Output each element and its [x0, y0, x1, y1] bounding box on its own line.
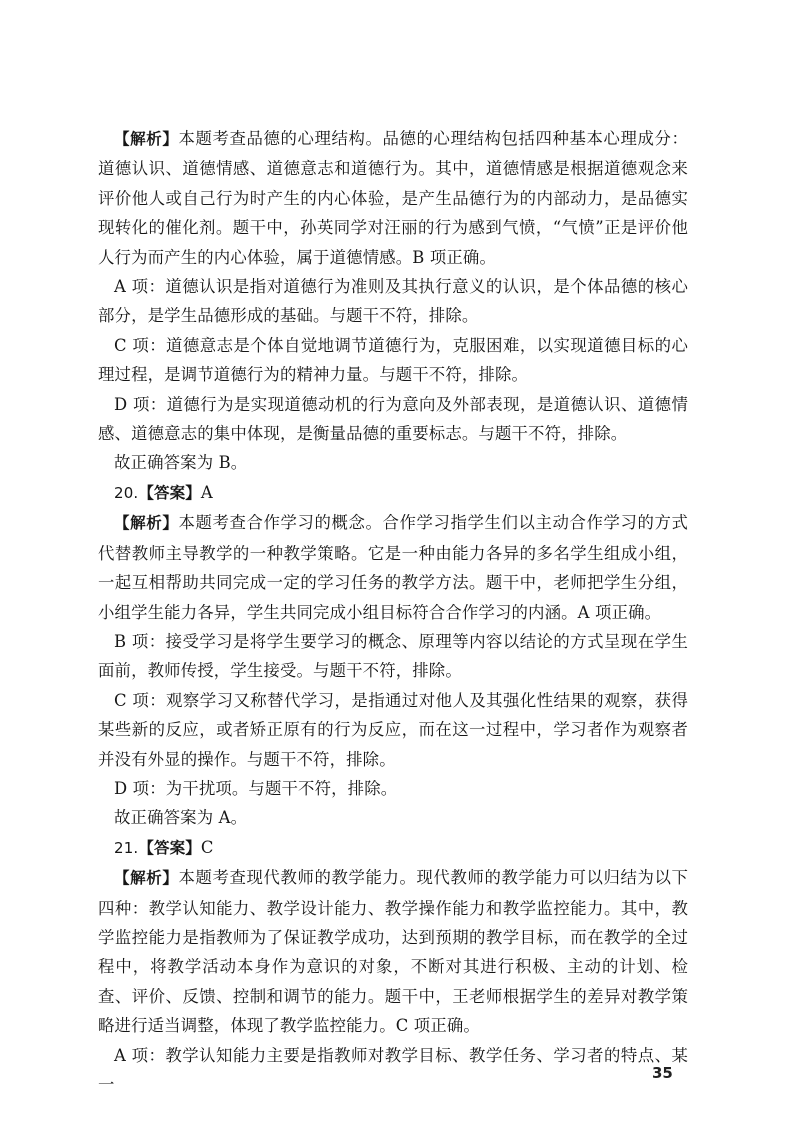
- analysis-text: 本题考查现代教师的教学能力。现代教师的教学能力可以归结为以下四种：教学认知能力、教学设计能力、教学操作能力和教学监控能力。其中，教学监控能力是指教师为了保证教学成功，达到预期的教学目标，而在教学的全过程中，将教学活动本身作为意识的对象，不断对其进行积极、主动的计划、检查、评价、反馈、控制和调节的能力。题干中，王老师根据学生的差异对教学策略进行适当调整，体现了教学监控能力。C 项正确。: [98, 868, 689, 1036]
- q19-conclusion: 故正确答案为 B。: [114, 453, 248, 473]
- answer-label: 【答案】: [138, 483, 201, 502]
- q19-option-a: A 项：道德认识是指对道德行为准则及其执行意义的认识，是个体品德的核心部分，是学生品德形成的基础。与题干不符，排除。: [98, 277, 688, 326]
- question-number: 20.: [114, 483, 139, 502]
- q21-analysis: [98, 863, 688, 1040]
- q21-answer: [98, 833, 688, 863]
- q21-option-a: A 项：教学认知能力主要是指教师对教学目标、教学任务、学习者的特点、某一: [98, 1045, 688, 1094]
- q20-option-d: D 项：为干扰项。与题干不符，排除。: [114, 778, 398, 798]
- question-number: 21.: [114, 838, 139, 857]
- q20-answer: [98, 478, 688, 508]
- answer-value: C: [200, 837, 214, 857]
- analysis-text: 本题考查合作学习的概念。合作学习指学生们以主动合作学习的方式代替教师主导教学的一种教学策略。它是一种由能力各异的多名学生组成小组，一起互相帮助共同完成一定的学习任务的教学方法。题干中，老师把学生分组，小组学生能力各异，学生共同完成小组目标符合合作学习的内涵。A 项正确。: [98, 513, 689, 622]
- analysis-text: 本题考查品德的心理结构。品德的心理结构包括四种基本心理成分：道德认识、道德情感、道德意志和道德行为。其中，道德情感是根据道德观念来评价他人或自己行为时产生的内心体验，是产生品德行为的内部动力，是品德实现转化的催化剂。题干中，孙英同学对汪丽的行为感到气愤，“气愤”正是评价他人行为而产生的内心体验，属于道德情感。B 项正确。: [98, 129, 689, 267]
- q19-option-c: C 项：道德意志是个体自觉地调节道德行为，克服困难，以实现道德目标的心理过程，是调节道德行为的精神力量。与题干不符，排除。: [98, 335, 688, 385]
- page-number: 35: [652, 1064, 673, 1082]
- q20-option-c: C 项：观察学习又称替代学习，是指通过对他人及其强化性结果的观察，获得某些新的反应，或者矫正原有的行为反应，而在这一过程中，学习者作为观察者并没有外显的操作。与题干不符，排除。: [98, 690, 688, 769]
- analysis-label: 【解析】: [114, 130, 179, 148]
- answer-value: A: [200, 482, 213, 502]
- q20-conclusion: 故正确答案为 A。: [114, 808, 248, 828]
- analysis-label: 【解析】: [114, 514, 179, 533]
- q20-analysis: [98, 508, 688, 627]
- q20-option-b: B 项：接受学习是将学生要学习的概念、原理等内容以结论的方式呈现在学生面前，教师传授，学生接受。与题干不符，排除。: [98, 631, 688, 681]
- q19-option-d: D 项：道德行为是实现道德动机的行为意向及外部表现，是道德认识、道德情感、道德意志的集中体现，是衡量品德的重要标志。与题干不符，排除。: [98, 394, 688, 444]
- answer-label: 【答案】: [138, 838, 201, 857]
- q19-analysis: [98, 124, 688, 272]
- analysis-label: 【解析】: [114, 869, 179, 888]
- page-content: [98, 124, 688, 1099]
